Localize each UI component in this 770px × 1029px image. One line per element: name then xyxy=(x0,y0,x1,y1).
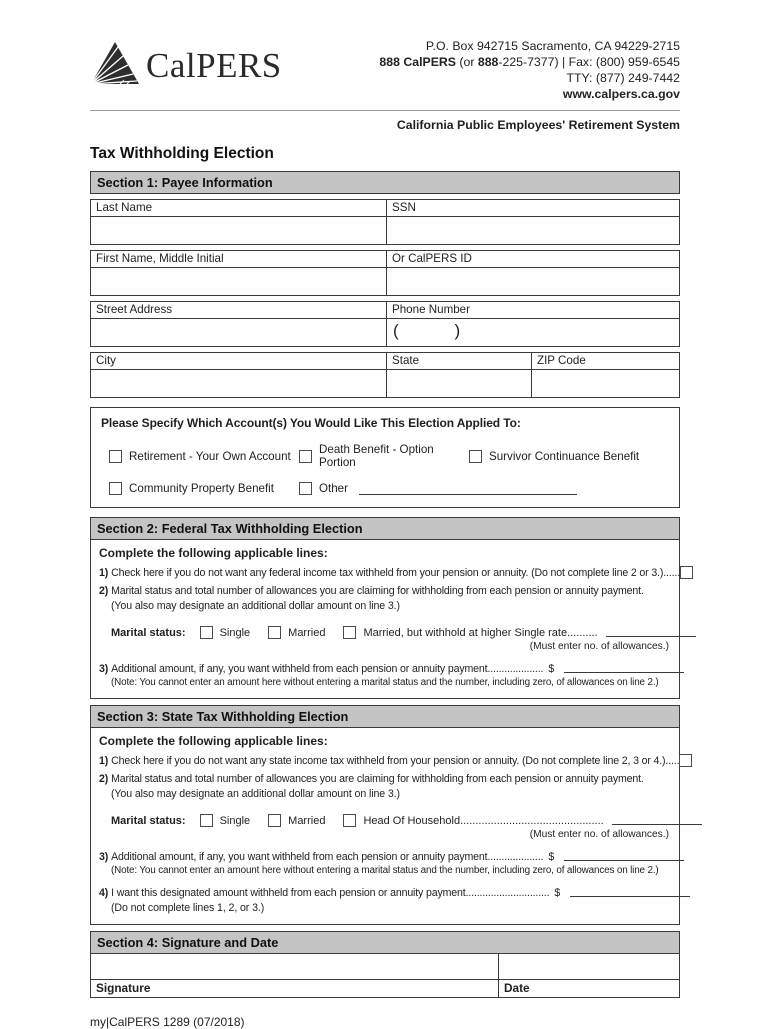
last-name-label: Last Name xyxy=(91,200,386,217)
section2-intro: Complete the following applicable lines: xyxy=(99,546,328,560)
state-input[interactable] xyxy=(387,370,531,397)
contact-info xyxy=(379,38,680,102)
state-line3: 3) Additional amount, if any, you want withheld from each pension or annuity payment.................... $ xyxy=(99,851,671,863)
first-name-input[interactable] xyxy=(91,268,386,295)
state-line4-sub: (Do not complete lines 1, 2, or 3.) xyxy=(111,902,265,914)
checkbox-fed-no-withholding[interactable] xyxy=(680,566,693,579)
phone-number-input[interactable]: ( ) xyxy=(393,321,463,340)
other-input-line[interactable] xyxy=(359,483,577,495)
first-name-label: First Name, Middle Initial xyxy=(91,251,386,268)
signature-input[interactable] xyxy=(91,954,498,980)
state-line1-text: Check here if you do not want any state income tax withheld from your pension or annuity. (Do not complete line 2, 3 or 4.)..... xyxy=(111,754,680,767)
state-line2-text: Marital status and total number of allowances you are claiming for withholding from each pension or annuity payment. xyxy=(111,773,644,785)
state-option-head-of-household: Head Of Household............................................... xyxy=(343,814,603,827)
row-lastname-ssn xyxy=(90,199,680,245)
state-allowances-note: (Must enter no. of allowances.) xyxy=(529,829,669,840)
checkbox-state-no-withholding[interactable] xyxy=(679,754,692,767)
option-survivor-label: Survivor Continuance Benefit xyxy=(489,449,640,463)
org-name: California Public Employees' Retirement System xyxy=(396,118,680,132)
section3-body xyxy=(90,728,680,925)
signature-label: Signature xyxy=(96,981,151,995)
page-title: Tax Withholding Election xyxy=(90,145,274,162)
fed-line3: 3) Additional amount, if any, you want withheld from each pension or annuity payment.................... $ xyxy=(99,663,671,675)
account-options-row-2 xyxy=(101,482,669,495)
checkbox-survivor[interactable] xyxy=(469,450,482,463)
checkbox-state-single[interactable] xyxy=(200,814,213,827)
section4-body xyxy=(90,954,680,998)
option-other xyxy=(299,482,577,495)
phone-line: 888 CalPERS (or 888-225-7377) | Fax: (800) 959-6545 xyxy=(379,55,680,69)
date-input[interactable] xyxy=(499,954,679,980)
row-address-phone xyxy=(90,301,680,347)
account-selection-title: Please Specify Which Account(s) You Would Like This Election Applied To: xyxy=(101,416,521,430)
state-allowances-input-line[interactable] xyxy=(612,824,702,825)
ssn-label: SSN xyxy=(387,200,679,217)
fed-line3-text: Additional amount, if any, you want withheld from each pension or annuity payment.................... xyxy=(111,663,544,675)
option-retirement-label: Retirement - Your Own Account xyxy=(129,449,291,463)
form-number: my|CalPERS 1289 (07/2018) xyxy=(90,1015,245,1029)
checkbox-state-head-of-household[interactable] xyxy=(343,814,356,827)
account-options-row-1 xyxy=(101,443,669,469)
checkbox-retirement[interactable] xyxy=(109,450,122,463)
checkbox-death-benefit[interactable] xyxy=(299,450,312,463)
city-input[interactable] xyxy=(91,370,386,397)
fed-option-married-single-rate: Married, but withhold at higher Single rate.......... xyxy=(343,626,597,639)
checkbox-other[interactable] xyxy=(299,482,312,495)
section2-body xyxy=(90,540,680,699)
section4-header: Section 4: Signature and Date xyxy=(90,931,680,954)
row-firstname-id xyxy=(90,250,680,296)
checkbox-fed-single[interactable] xyxy=(200,626,213,639)
option-death-benefit xyxy=(299,443,469,469)
calpers-logo xyxy=(90,38,282,102)
checkbox-state-married[interactable] xyxy=(268,814,281,827)
street-address-label: Street Address xyxy=(91,302,386,319)
state-line4-text: I want this designated amount withheld from each pension or annuity payment.............................. xyxy=(111,887,550,899)
state-line2-sub: (You also may designate an additional dollar amount on line 3.) xyxy=(111,788,400,800)
section1-header: Section 1: Payee Information xyxy=(90,171,680,194)
city-label: City xyxy=(91,353,386,370)
section2-header: Section 2: Federal Tax Withholding Election xyxy=(90,517,680,540)
phone-number-label: Phone Number xyxy=(387,302,679,319)
state-marital-label: Marital status: xyxy=(111,815,186,827)
fed-line3-note: (Note: You cannot enter an amount here without entering a marital status and the number, including zero, of allowances on line 2.) xyxy=(111,677,659,688)
fed-line1-text: Check here if you do not want any federal income tax withheld from your pension or annuity. (Do not complete line 2 or 3.)...... xyxy=(111,566,680,579)
option-community-property xyxy=(109,482,299,495)
fed-line2-sub: (You also may designate an additional dollar amount on line 3.) xyxy=(111,600,400,612)
state-line3-text: Additional amount, if any, you want withheld from each pension or annuity payment.................... xyxy=(111,851,544,863)
header-divider xyxy=(90,110,680,111)
option-survivor xyxy=(469,450,669,463)
zip-label: ZIP Code xyxy=(532,353,679,370)
row-city-state-zip xyxy=(90,352,680,398)
po-box-line: P.O. Box 942715 Sacramento, CA 94229-2715 xyxy=(425,39,680,53)
street-address-input[interactable] xyxy=(91,319,386,346)
fed-line2: 2) Marital status and total number of allowances you are claiming for withholding from each pension or annuity payment. xyxy=(99,585,644,597)
calpers-id-label: Or CalPERS ID xyxy=(387,251,679,268)
logo-wordmark: CalPERS xyxy=(146,46,282,85)
section3-intro: Complete the following applicable lines: xyxy=(99,734,328,748)
tty-line: TTY: (877) 249-7442 xyxy=(566,71,680,85)
section3-header: Section 3: State Tax Withholding Election xyxy=(90,705,680,728)
zip-input[interactable] xyxy=(532,370,679,397)
checkbox-community-property[interactable] xyxy=(109,482,122,495)
state-line1: 1) Check here if you do not want any state income tax withheld from your pension or annuity. (Do not complete line 2, 3 or 4.)..... xyxy=(99,754,671,767)
ssn-input[interactable] xyxy=(387,217,679,244)
account-selection-box xyxy=(90,407,680,508)
fed-option-single: Single xyxy=(200,626,251,639)
date-label: Date xyxy=(504,981,530,995)
fed-amount-input-line[interactable] xyxy=(564,672,684,673)
fed-allowances-note: (Must enter no. of allowances.) xyxy=(529,641,669,652)
fed-option-married: Married xyxy=(268,626,325,639)
state-line4: 4) I want this designated amount withheld from each pension or annuity payment.............................. $ xyxy=(99,887,671,899)
calpers-logo-icon xyxy=(90,38,140,93)
option-death-benefit-label: Death Benefit - Option Portion xyxy=(319,443,434,469)
fed-allowances-input-line[interactable] xyxy=(606,636,696,637)
fed-marital-label: Marital status: xyxy=(111,627,186,639)
fed-marital-row xyxy=(111,626,671,639)
state-line3-note: (Note: You cannot enter an amount here without entering a marital status and the number, including zero, of allowances on line 2.) xyxy=(111,865,659,876)
header xyxy=(90,38,680,102)
state-marital-row xyxy=(111,814,671,827)
state-line2: 2) Marital status and total number of allowances you are claiming for withholding from each pension or annuity payment. xyxy=(99,773,644,785)
option-retirement xyxy=(109,450,299,463)
checkbox-fed-married[interactable] xyxy=(268,626,281,639)
state-label: State xyxy=(387,353,531,370)
fed-line1: 1) Check here if you do not want any federal income tax withheld from your pension or annuity. (Do not complete line 2 or 3.)...... xyxy=(99,566,671,579)
last-name-input[interactable] xyxy=(91,217,386,244)
calpers-id-input[interactable] xyxy=(387,268,679,295)
state-option-single: Single xyxy=(200,814,251,827)
option-other-label: Other xyxy=(319,482,348,495)
website-link[interactable]: www.calpers.ca.gov xyxy=(562,87,680,101)
state-option-married: Married xyxy=(268,814,325,827)
fed-line2-text: Marital status and total number of allowances you are claiming for withholding from each pension or annuity payment. xyxy=(111,585,644,597)
option-community-property-label: Community Property Benefit xyxy=(129,482,274,495)
form-page xyxy=(90,0,680,1029)
checkbox-fed-married-single-rate[interactable] xyxy=(343,626,356,639)
state-designated-amount-input-line[interactable] xyxy=(570,896,690,897)
state-amount-input-line[interactable] xyxy=(564,860,684,861)
